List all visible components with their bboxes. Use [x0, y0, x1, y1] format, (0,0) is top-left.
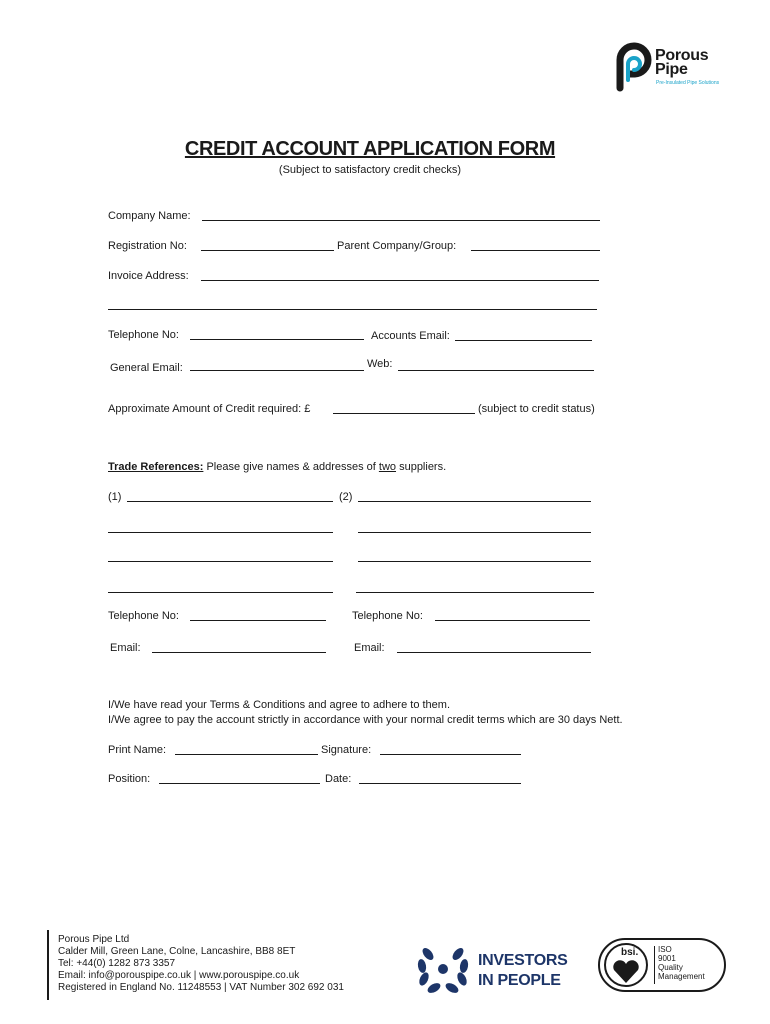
reference-2-label: (2)	[339, 491, 353, 503]
reference-2-telephone-label: Telephone No:	[352, 610, 423, 622]
iso-line-2: 9001	[658, 954, 676, 963]
reference-1-email-label: Email:	[110, 642, 141, 654]
reference-2-email-label: Email:	[354, 642, 385, 654]
iip-line-2: IN PEOPLE	[478, 972, 561, 989]
web-label: Web:	[367, 358, 393, 370]
trade-references-text-1: Please give names & addresses of	[206, 461, 376, 473]
reference-1-line-1[interactable]	[127, 501, 333, 502]
position-label: Position:	[108, 773, 151, 785]
telephone-field[interactable]	[190, 339, 364, 340]
iso-line-4: Management	[658, 972, 705, 981]
footer-company: Porous Pipe Ltd	[58, 934, 130, 945]
accounts-email-label: Accounts Email:	[371, 330, 450, 342]
footer-company-details	[58, 934, 344, 994]
date-label: Date:	[325, 773, 352, 785]
telephone-label: Telephone No:	[108, 329, 179, 341]
credit-amount-label: Approximate Amount of Credit required: £	[108, 403, 311, 415]
web-field[interactable]	[398, 370, 594, 371]
laurel-wreath-icon	[416, 944, 470, 994]
bsi-label: bsi.	[621, 947, 639, 958]
reference-2-line-1[interactable]	[358, 501, 591, 502]
date-field[interactable]	[359, 783, 521, 784]
general-email-field[interactable]	[190, 370, 364, 371]
logo-tagline: Pre-Insulated Pipe Solutions	[656, 80, 720, 86]
print-name-field[interactable]	[175, 754, 318, 755]
porous-pipe-logo	[612, 42, 732, 92]
bsi-kitemark-icon	[604, 943, 648, 987]
bsi-divider	[654, 946, 655, 984]
reference-2-line-4[interactable]	[356, 592, 594, 593]
iso-text	[658, 945, 705, 981]
parent-company-field[interactable]	[471, 250, 600, 251]
reference-2-line-2[interactable]	[358, 532, 591, 533]
reference-1-label: (1)	[108, 491, 122, 503]
heart-icon	[611, 959, 641, 985]
agreement-line-1: I/We have read your Terms & Conditions and agree to adhere to them.	[108, 699, 451, 711]
reference-1-line-4[interactable]	[108, 592, 333, 593]
trade-references-emph: two	[378, 461, 397, 473]
reference-1-line-2[interactable]	[108, 532, 333, 533]
invoice-address-label: Invoice Address:	[108, 270, 189, 282]
general-email-label: General Email:	[110, 362, 183, 374]
bsi-iso-9001-badge	[598, 938, 726, 992]
registration-no-field[interactable]	[201, 250, 334, 251]
reference-2-email-field[interactable]	[397, 652, 591, 653]
footer-address: Calder Mill, Green Lane, Colne, Lancashire, BB8 8ET	[58, 946, 296, 957]
form-subtitle: (Subject to satisfactory credit checks)	[278, 164, 462, 176]
reference-1-telephone-field[interactable]	[190, 620, 326, 621]
position-field[interactable]	[159, 783, 320, 784]
reference-2-telephone-field[interactable]	[435, 620, 590, 621]
reference-1-line-3[interactable]	[108, 561, 333, 562]
agreement-line-2: I/We agree to pay the account strictly in accordance with your normal credit terms which are 30 days Nett.	[108, 714, 623, 726]
pipe-logo-icon	[612, 42, 654, 92]
credit-amount-field[interactable]	[333, 413, 475, 414]
logo-word-porous: Porous	[655, 47, 709, 64]
iso-line-1: ISO	[658, 945, 672, 954]
iso-line-3: Quality	[658, 963, 683, 972]
invoice-address-field-2[interactable]	[108, 309, 597, 310]
form-title: CREDIT ACCOUNT APPLICATION FORM	[184, 138, 556, 160]
company-name-field[interactable]	[202, 220, 600, 221]
iip-line-1: INVESTORS	[478, 952, 568, 969]
reference-1-email-field[interactable]	[152, 652, 326, 653]
parent-company-label: Parent Company/Group:	[337, 240, 457, 252]
trade-references-text-2: suppliers.	[399, 461, 447, 473]
registration-no-label: Registration No:	[108, 240, 187, 252]
reference-2-line-3[interactable]	[358, 561, 591, 562]
footer-registered: Registered in England No. 11248553 | VAT Number 302 692 031	[58, 982, 344, 993]
trade-references-heading: Trade References:	[108, 461, 204, 473]
footer-tel: Tel: +44(0) 1282 873 3357	[58, 958, 176, 969]
accounts-email-field[interactable]	[455, 340, 592, 341]
signature-label: Signature:	[321, 744, 372, 756]
trade-references-instruction	[108, 460, 446, 474]
credit-amount-note: (subject to credit status)	[478, 403, 595, 415]
reference-1-telephone-label: Telephone No:	[108, 610, 179, 622]
company-name-label: Company Name:	[108, 210, 191, 222]
investors-in-people-badge	[416, 944, 586, 994]
footer-email-web: Email: info@porouspipe.co.uk | www.porouspipe.co.uk	[58, 970, 300, 981]
invoice-address-field[interactable]	[201, 280, 599, 281]
signature-field[interactable]	[380, 754, 521, 755]
logo-word-pipe: Pipe	[655, 61, 688, 78]
footer-divider	[47, 930, 49, 1000]
print-name-label: Print Name:	[108, 744, 167, 756]
